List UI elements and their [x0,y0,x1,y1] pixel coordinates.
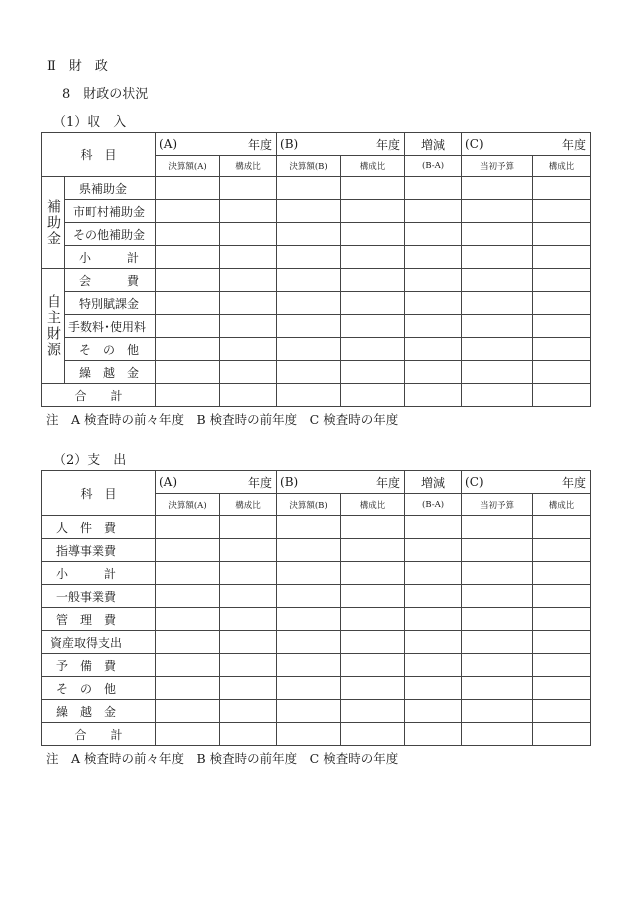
cell[interactable] [277,677,341,700]
cell[interactable] [341,177,405,200]
row-label: その他補助金 [65,223,156,246]
row-label: 小 計 [65,246,156,269]
cell[interactable] [533,608,591,631]
cell[interactable] [405,177,462,200]
cell[interactable] [341,631,405,654]
change-header: 増減 [405,133,462,156]
cell[interactable] [341,338,405,361]
row-label: 人 件 費 [42,516,156,539]
cell[interactable] [220,246,277,269]
cell[interactable] [277,539,341,562]
cell[interactable] [277,361,341,384]
cell[interactable] [277,315,341,338]
subsection-title: 8 財政の状況 [62,87,149,102]
row-label: 一般事業費 [42,585,156,608]
cell[interactable] [533,246,591,269]
cell[interactable] [533,338,591,361]
cell[interactable] [341,246,405,269]
cell[interactable] [533,654,591,677]
ratio-a-header: 構成比 [220,494,277,516]
a-year-header: (A) 年度 [156,133,277,156]
cell[interactable] [156,292,220,315]
cell[interactable] [462,700,533,723]
cell[interactable] [462,608,533,631]
cell[interactable] [533,562,591,585]
cell[interactable] [462,539,533,562]
row-label: 資産取得支出 [42,631,156,654]
cell[interactable] [405,315,462,338]
cell[interactable] [405,200,462,223]
cell[interactable] [277,562,341,585]
cell[interactable] [277,723,341,746]
cell[interactable] [533,516,591,539]
cell[interactable] [277,269,341,292]
settled-b-header: 決算額(B) [277,156,341,177]
cell[interactable] [462,654,533,677]
cell[interactable] [405,384,462,407]
ratio-c-header: 構成比 [533,156,591,177]
cell[interactable] [341,654,405,677]
cell[interactable] [405,631,462,654]
cell[interactable] [341,200,405,223]
row-label: 手数料･使用料 [65,315,156,338]
cell[interactable] [533,200,591,223]
cell[interactable] [405,723,462,746]
cell[interactable] [220,315,277,338]
cell[interactable] [405,361,462,384]
cell[interactable] [462,292,533,315]
change-header: 増減 [405,471,462,494]
cell[interactable] [533,177,591,200]
cell[interactable] [462,269,533,292]
row-label: 繰 越 金 [65,361,156,384]
cell[interactable] [405,539,462,562]
cell[interactable] [341,516,405,539]
cell[interactable] [277,608,341,631]
row-label: そ の 他 [65,338,156,361]
total-label: 合 計 [42,723,156,746]
cell[interactable] [220,539,277,562]
cell[interactable] [533,539,591,562]
cell[interactable] [341,292,405,315]
cell[interactable] [220,654,277,677]
row-label: 繰 越 金 [42,700,156,723]
cell[interactable] [462,361,533,384]
initial-budget-header: 当初予算 [462,494,533,516]
cell[interactable] [277,246,341,269]
group-label: 補助金 [42,177,65,269]
cell[interactable] [277,338,341,361]
cell[interactable] [462,562,533,585]
cell[interactable] [156,361,220,384]
cell[interactable] [156,177,220,200]
cell[interactable] [405,292,462,315]
cell[interactable] [220,608,277,631]
cell[interactable] [156,654,220,677]
expense-title: （2）支 出 [53,453,127,468]
cell[interactable] [156,585,220,608]
ratio-a-header: 構成比 [220,156,277,177]
cell[interactable] [220,516,277,539]
cell[interactable] [156,723,220,746]
group-label: 自主財源 [42,269,65,384]
cell[interactable] [341,677,405,700]
row-label: 県補助金 [65,177,156,200]
cell[interactable] [533,269,591,292]
ratio-b-header: 構成比 [341,494,405,516]
cell[interactable] [462,338,533,361]
b-year-header: (B) 年度 [277,133,405,156]
cell[interactable] [341,539,405,562]
cell[interactable] [277,700,341,723]
income-title: （1）収 入 [53,115,127,130]
income-table [41,132,591,407]
cell[interactable] [220,631,277,654]
change-sub-header: (B-A) [405,494,462,516]
settled-a-header: 決算額(A) [156,156,220,177]
cell[interactable] [405,562,462,585]
cell[interactable] [156,539,220,562]
cell[interactable] [462,516,533,539]
cell[interactable] [277,223,341,246]
cell[interactable] [220,562,277,585]
cell[interactable] [220,177,277,200]
a-year-header: (A) 年度 [156,471,277,494]
cell[interactable] [341,723,405,746]
cell[interactable] [533,677,591,700]
cell[interactable] [220,723,277,746]
cell[interactable] [220,384,277,407]
cell[interactable] [277,384,341,407]
initial-budget-header: 当初予算 [462,156,533,177]
section-title: Ⅱ 財 政 [47,59,108,74]
cell[interactable] [220,338,277,361]
cell[interactable] [277,516,341,539]
cell[interactable] [277,654,341,677]
cell[interactable] [533,700,591,723]
cell[interactable] [462,177,533,200]
cell[interactable] [156,223,220,246]
cell[interactable] [462,585,533,608]
settled-b-header: 決算額(B) [277,494,341,516]
cell[interactable] [220,223,277,246]
row-label: 会 費 [65,269,156,292]
ratio-b-header: 構成比 [341,156,405,177]
subject-header: 科 目 [42,133,156,177]
ratio-c-header: 構成比 [533,494,591,516]
c-year-header: (C) 年度 [462,133,591,156]
cell[interactable] [341,608,405,631]
cell[interactable] [220,677,277,700]
row-label: 予 備 費 [42,654,156,677]
row-label: 特別賦課金 [65,292,156,315]
cell[interactable] [462,200,533,223]
row-label: 小 計 [42,562,156,585]
settled-a-header: 決算額(A) [156,494,220,516]
cell[interactable] [156,700,220,723]
cell[interactable] [156,338,220,361]
c-year-header: (C) 年度 [462,471,591,494]
expense-note: 注 A 検査時の前々年度 B 検査時の前年度 C 検査時の年度 [46,751,399,766]
cell[interactable] [405,223,462,246]
cell[interactable] [533,631,591,654]
cell[interactable] [220,269,277,292]
cell[interactable] [405,338,462,361]
cell[interactable] [533,585,591,608]
cell[interactable] [462,723,533,746]
b-year-header: (B) 年度 [277,471,405,494]
row-label: 指導事業費 [42,539,156,562]
cell[interactable] [341,585,405,608]
cell[interactable] [405,246,462,269]
cell[interactable] [405,677,462,700]
cell[interactable] [341,223,405,246]
cell[interactable] [156,677,220,700]
cell[interactable] [277,631,341,654]
cell[interactable] [462,223,533,246]
income-note: 注 A 検査時の前々年度 B 検査時の前年度 C 検査時の年度 [46,412,399,427]
row-label: そ の 他 [42,677,156,700]
cell[interactable] [277,177,341,200]
cell[interactable] [156,246,220,269]
cell[interactable] [156,269,220,292]
cell[interactable] [156,562,220,585]
cell[interactable] [220,361,277,384]
cell[interactable] [156,631,220,654]
cell[interactable] [341,384,405,407]
expense-table [41,470,591,746]
total-label: 合 計 [42,384,156,407]
cell[interactable] [405,654,462,677]
cell[interactable] [462,631,533,654]
cell[interactable] [220,585,277,608]
cell[interactable] [341,700,405,723]
cell[interactable] [341,315,405,338]
cell[interactable] [533,315,591,338]
cell[interactable] [220,700,277,723]
cell[interactable] [405,585,462,608]
subject-header: 科 目 [42,471,156,516]
cell[interactable] [405,269,462,292]
cell[interactable] [156,608,220,631]
row-label: 管 理 費 [42,608,156,631]
cell[interactable] [341,562,405,585]
cell[interactable] [405,608,462,631]
cell[interactable] [533,723,591,746]
cell[interactable] [341,361,405,384]
cell[interactable] [220,292,277,315]
change-sub-header: (B-A) [405,156,462,177]
cell[interactable] [156,200,220,223]
cell[interactable] [462,315,533,338]
cell[interactable] [405,700,462,723]
cell[interactable] [405,516,462,539]
cell[interactable] [277,292,341,315]
cell[interactable] [462,677,533,700]
row-label: 市町村補助金 [65,200,156,223]
cell[interactable] [533,223,591,246]
cell[interactable] [156,315,220,338]
cell[interactable] [341,269,405,292]
cell[interactable] [533,384,591,407]
cell[interactable] [462,384,533,407]
cell[interactable] [156,516,220,539]
cell[interactable] [277,200,341,223]
cell[interactable] [156,384,220,407]
cell[interactable] [533,292,591,315]
cell[interactable] [277,585,341,608]
cell[interactable] [220,200,277,223]
cell[interactable] [533,361,591,384]
cell[interactable] [462,246,533,269]
